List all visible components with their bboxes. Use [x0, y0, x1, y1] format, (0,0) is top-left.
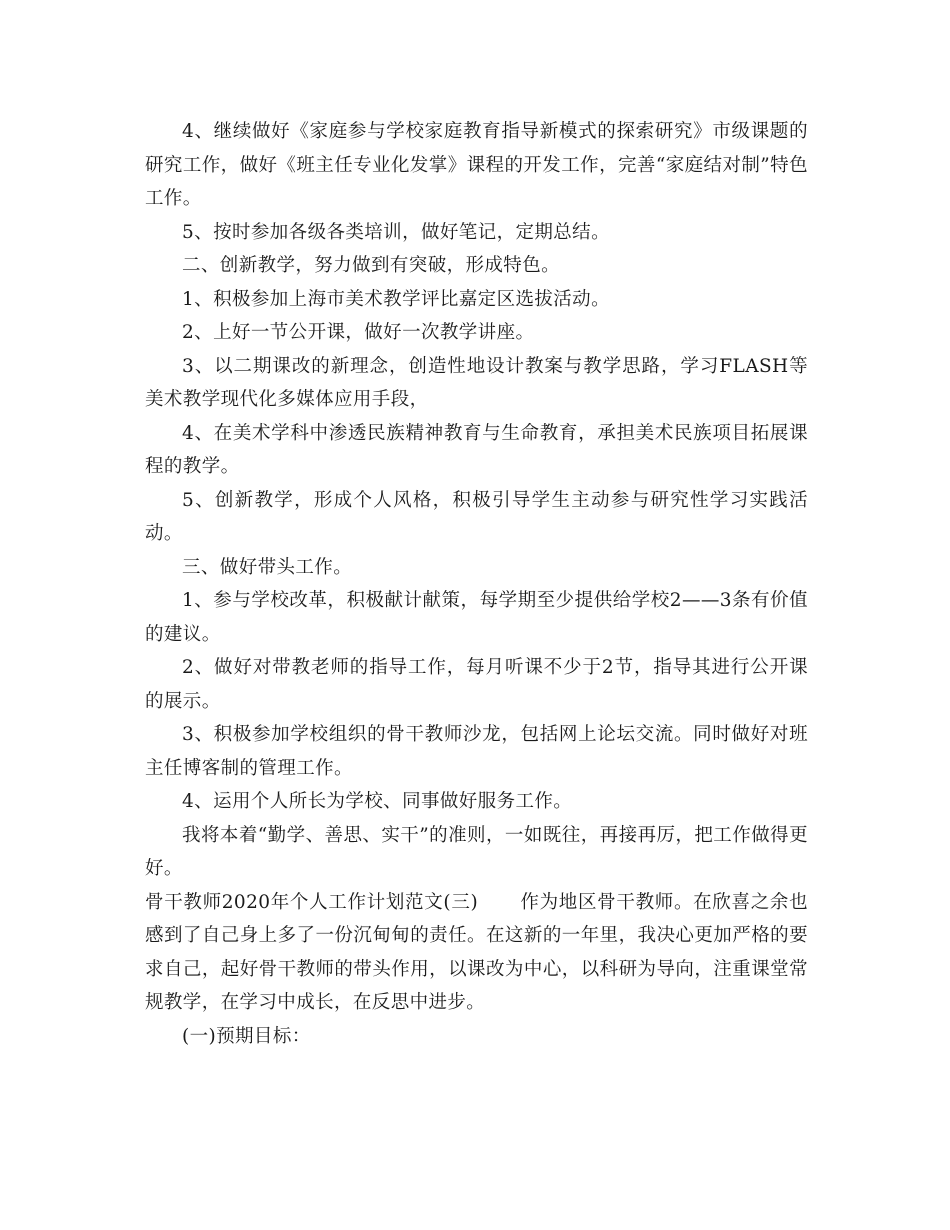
paragraph: 三、做好带头工作。	[182, 556, 353, 578]
paragraph: 4、在美术学科中渗透民族精神教育与生命教育，承担美术民族项目拓展课程的教学。	[145, 422, 808, 477]
paragraph: 3、积极参加学校组织的骨干教师沙龙，包括网上论坛交流。同时做好对班主任博客制的管理工作。	[145, 724, 808, 779]
document-page	[145, 115, 808, 1053]
paragraph: 3、以二期课改的新理念，创造性地设计教案与教学思路，学习FLASH等美术教学现代化多媒体应用手段，	[145, 355, 808, 410]
section-paragraph	[145, 886, 808, 1020]
paragraph: 2、上好一节公开课，做好一次教学讲座。	[182, 322, 535, 343]
paragraph: 我将本着“勤学、善思、实干”的准则，一如既往，再接再厉，把工作做得更好。	[145, 824, 808, 879]
paragraph: 4、运用个人所长为学校、同事做好服务工作。	[182, 791, 573, 812]
paragraph: 5、按时参加各级各类培训，做好笔记，定期总结。	[182, 221, 610, 243]
section-intro: 作为地区骨干教师。在欣喜之余也感到了自己身上多了一份沉甸甸的责任。在这新的一年里，我决心更加严格的要求自己，起好骨干教师的带头作用，以课改为中心，以科研为导向，注重课堂常规教学，在学习中成长，在反思中进步。	[145, 891, 808, 1013]
subheading: (一)预期目标：	[182, 1025, 311, 1047]
paragraph: 5、创新教学，形成个人风格，积极引导学生主动参与研究性学习实践活动。	[145, 489, 808, 544]
paragraph: 1、积极参加上海市美术教学评比嘉定区选拔活动。	[182, 288, 610, 310]
paragraph: 4、继续做好《家庭参与学校家庭教育指导新模式的探索研究》市级课题的研究工作，做好《班主任专业化发掌》课程的开发工作，完善“家庭结对制”特色工作。	[145, 121, 808, 209]
section-heading: 骨干教师2020年个人工作计划范文(三)	[145, 891, 479, 913]
paragraph: 1、参与学校改革，积极献计献策，每学期至少提供给学校2——3条有价值的建议。	[145, 590, 808, 645]
paragraph: 二、创新教学，努力做到有突破，形成特色。	[182, 255, 561, 276]
paragraph: 2、做好对带教老师的指导工作，每月听课不少于2节，指导其进行公开课的展示。	[145, 657, 808, 712]
